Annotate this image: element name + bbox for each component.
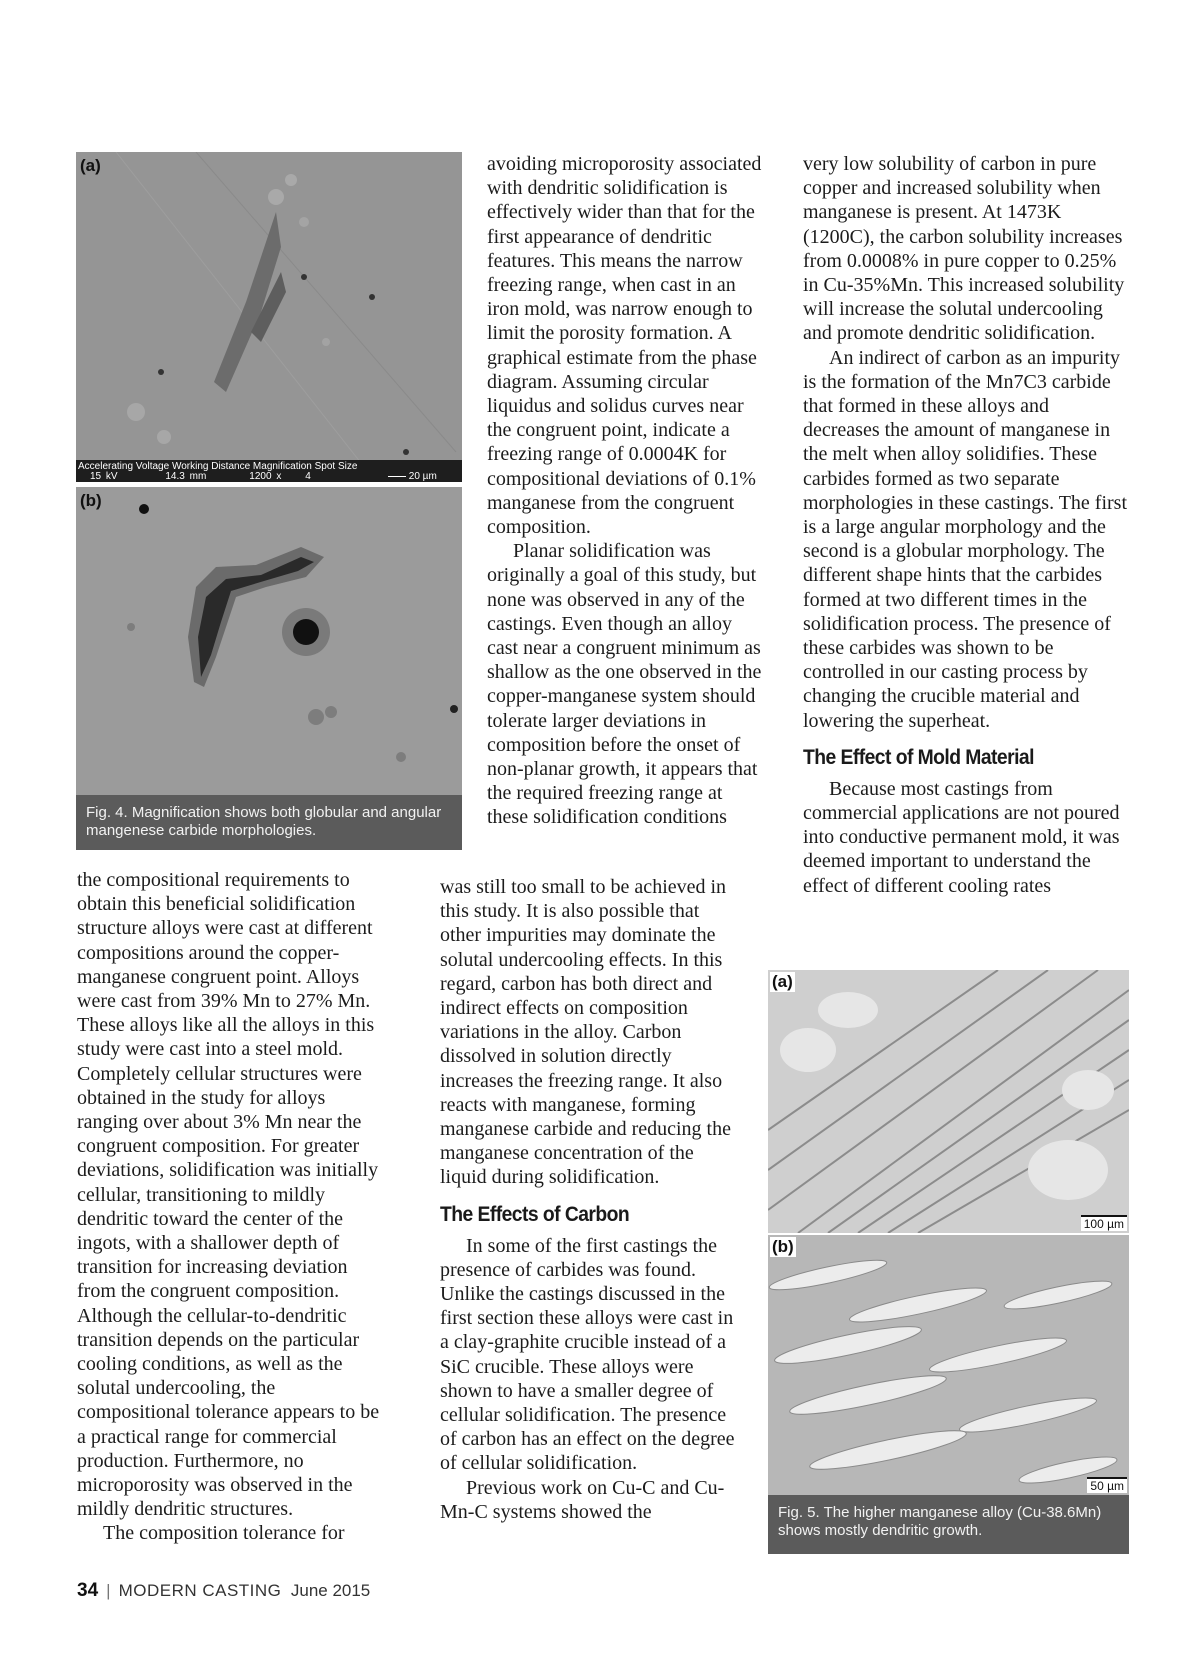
figure-5-scale-a: [1081, 1215, 1127, 1231]
sem-value-voltage: 15 kV: [90, 471, 118, 482]
column-3: [803, 152, 1128, 898]
column-2-top: [487, 152, 767, 830]
figure-5-panel-a-label: (a): [772, 972, 793, 991]
figure-5-caption: Fig. 5. The higher manganese alloy (Cu-38.6Mn) shows mostly dendritic growth.: [768, 1495, 1129, 1554]
figure-4: [76, 152, 462, 850]
figure-4-panel-a: [76, 152, 462, 482]
sem-scale-label: [388, 471, 437, 482]
page-footer: [77, 1580, 370, 1602]
figure-4-panel-b-label: (b): [80, 491, 102, 510]
footer-separator: |: [106, 1581, 111, 1600]
col2-paragraph-3: was still too small to be achieved in this study. It is also possible that other impurities may dominate the solutal undercooling effects. In this regard, carbon has both direct and indirect effects on composition variations in the alloy. Carbon dissolved in solution directly increases the freezing range. It also reacts with manganese, forming manganese carbide and reducing the manganese concentration of the liquid during solidification.: [440, 876, 731, 1189]
section-heading-mold-material: The Effect of Mold Material: [803, 745, 1034, 769]
sem-info-bar: [76, 460, 462, 482]
figure-5-panel-b-label: (b): [772, 1237, 794, 1256]
dendrite-micrograph-b: [768, 1235, 1129, 1495]
col2-paragraph-1: avoiding microporosity associated with dendritic solidification is effectively wider than that for the first appearance of dendritic features. This means the narrow freezing range, when cast in an iron mold, was narrow enough to limit the porosity formation. A graphical estimate from the phase diagram. Assuming circular liquidus and solidus curves near the congruent point, indicate a freezing range of 0.0004K for compositional deviations of 0.1% manganese from the congruent composition.: [487, 153, 762, 539]
col1-paragraph-1: the compositional requirements to obtain this beneficial solidification structure alloys were cast at different compositions around the copper-manganese congruent point. Alloys were cast from 39% Mn to 27% Mn. These alloys like all the alloys in this study were cast into a steel mold. Completely cellular structures were obtained in the study for alloys ranging over about 3% Mn near the congruent composition. For greater deviations, solidification was initially cellular, transitioning to mildly dendritic toward the center of the ingots, with a shallower depth of transition for increasing deviation from the congruent composition. Although the cellular-to-dendritic transition depends on the particular cooling conditions, as well as the solutal undercooling, the compositional tolerance appears to be a practical range for commercial production. Furthermore, no microporosity was observed in the mildly dendritic structures.: [77, 869, 380, 1521]
sem-header-distance: Working Distance: [171, 461, 251, 472]
col2-paragraph-4: In some of the first castings the presence of carbides was found. Unlike the castings discussed in the first section these alloys were cast in a clay-graphite crucible instead of a SiC crucible. These alloys were shown to have a smaller degree of cellular solidification. The presence of carbon has an effect on the degree of cellular solidification.: [440, 1234, 735, 1475]
figure-4-caption: Fig. 4. Magnification shows both globular and angular mangenese carbide morphologies.: [76, 795, 462, 850]
sem-micrograph-a: [76, 152, 462, 482]
sem-header-spot: Spot Size: [314, 461, 358, 472]
sem-header-magnification: Magnification: [252, 461, 312, 472]
col3-paragraph-2: An indirect of carbon as an impurity is the formation of the Mn7C3 carbide that formed in these alloys and decreases the amount of manganese in the melt when alloy solidifies. These carbides formed as two separate morphologies in these castings. The first is a large angular morphology and the second is a globular morphology. The different shape hints that the carbides formed at two different times in the solidification process. The presence of these carbides was shown to be controlled in our casting process by changing the crucible material and lowering the superheat.: [803, 346, 1128, 732]
col2-paragraph-5: Previous work on Cu-C and Cu-Mn-C systems showed the: [440, 1476, 725, 1523]
col2-paragraph-2: Planar solidification was originally a goal of this study, but none was observed in any of the castings. Even though an alloy cast near a congruent minimum as shallow as the one observed in the copper-manganese system should tolerate larger deviations in composition before the onset of non-planar growth, it appears that the required freezing range at these solidification conditions: [487, 540, 762, 829]
column-1: [77, 868, 382, 1546]
sem-header-voltage: Accelerating Voltage: [78, 461, 170, 472]
figure-5-panel-a: [768, 970, 1129, 1233]
sem-value-spot: 4: [305, 471, 311, 482]
sem-info-values: [90, 471, 311, 482]
page-number: 34: [77, 1580, 99, 1601]
section-heading-carbon: The Effects of Carbon: [440, 1202, 630, 1226]
figure-4-panel-a-label: (a): [80, 156, 101, 175]
sem-scale-value: 20 µm: [408, 471, 437, 482]
figure-5: [768, 970, 1129, 1554]
magazine-name: MODERN CASTING: [118, 1581, 282, 1600]
sem-value-magnification: 1200 x: [249, 471, 282, 482]
col1-paragraph-2: The composition tolerance for: [103, 1522, 345, 1545]
col3-paragraph-3: Because most castings from commercial applications are not poured into conductive permanent mold, it was deemed important to understand the effect of different cooling rates: [803, 777, 1120, 897]
sem-micrograph-b: [76, 487, 462, 795]
dendrite-micrograph-a: [768, 970, 1129, 1233]
figure-4-panel-b: [76, 487, 462, 795]
issue-date: June 2015: [290, 1581, 371, 1600]
column-2-bottom: [440, 875, 745, 1524]
sem-value-distance: 14.3 mm: [165, 471, 207, 482]
figure-5-panel-b: [768, 1235, 1129, 1495]
figure-5-scale-a-value: 100 µm: [1083, 1217, 1124, 1231]
figure-5-scale-b-value: 50 µm: [1090, 1479, 1124, 1493]
figure-5-scale-b: [1087, 1477, 1127, 1493]
col3-paragraph-1: very low solubility of carbon in pure copper and increased solubility when manganese is present. At 1473K (1200C), the carbon solubility increases from 0.0008% in pure copper to 0.25% in Cu-35%Mn. This increased solubility will increase the solutal undercooling and promote dendritic solidification.: [803, 153, 1125, 345]
